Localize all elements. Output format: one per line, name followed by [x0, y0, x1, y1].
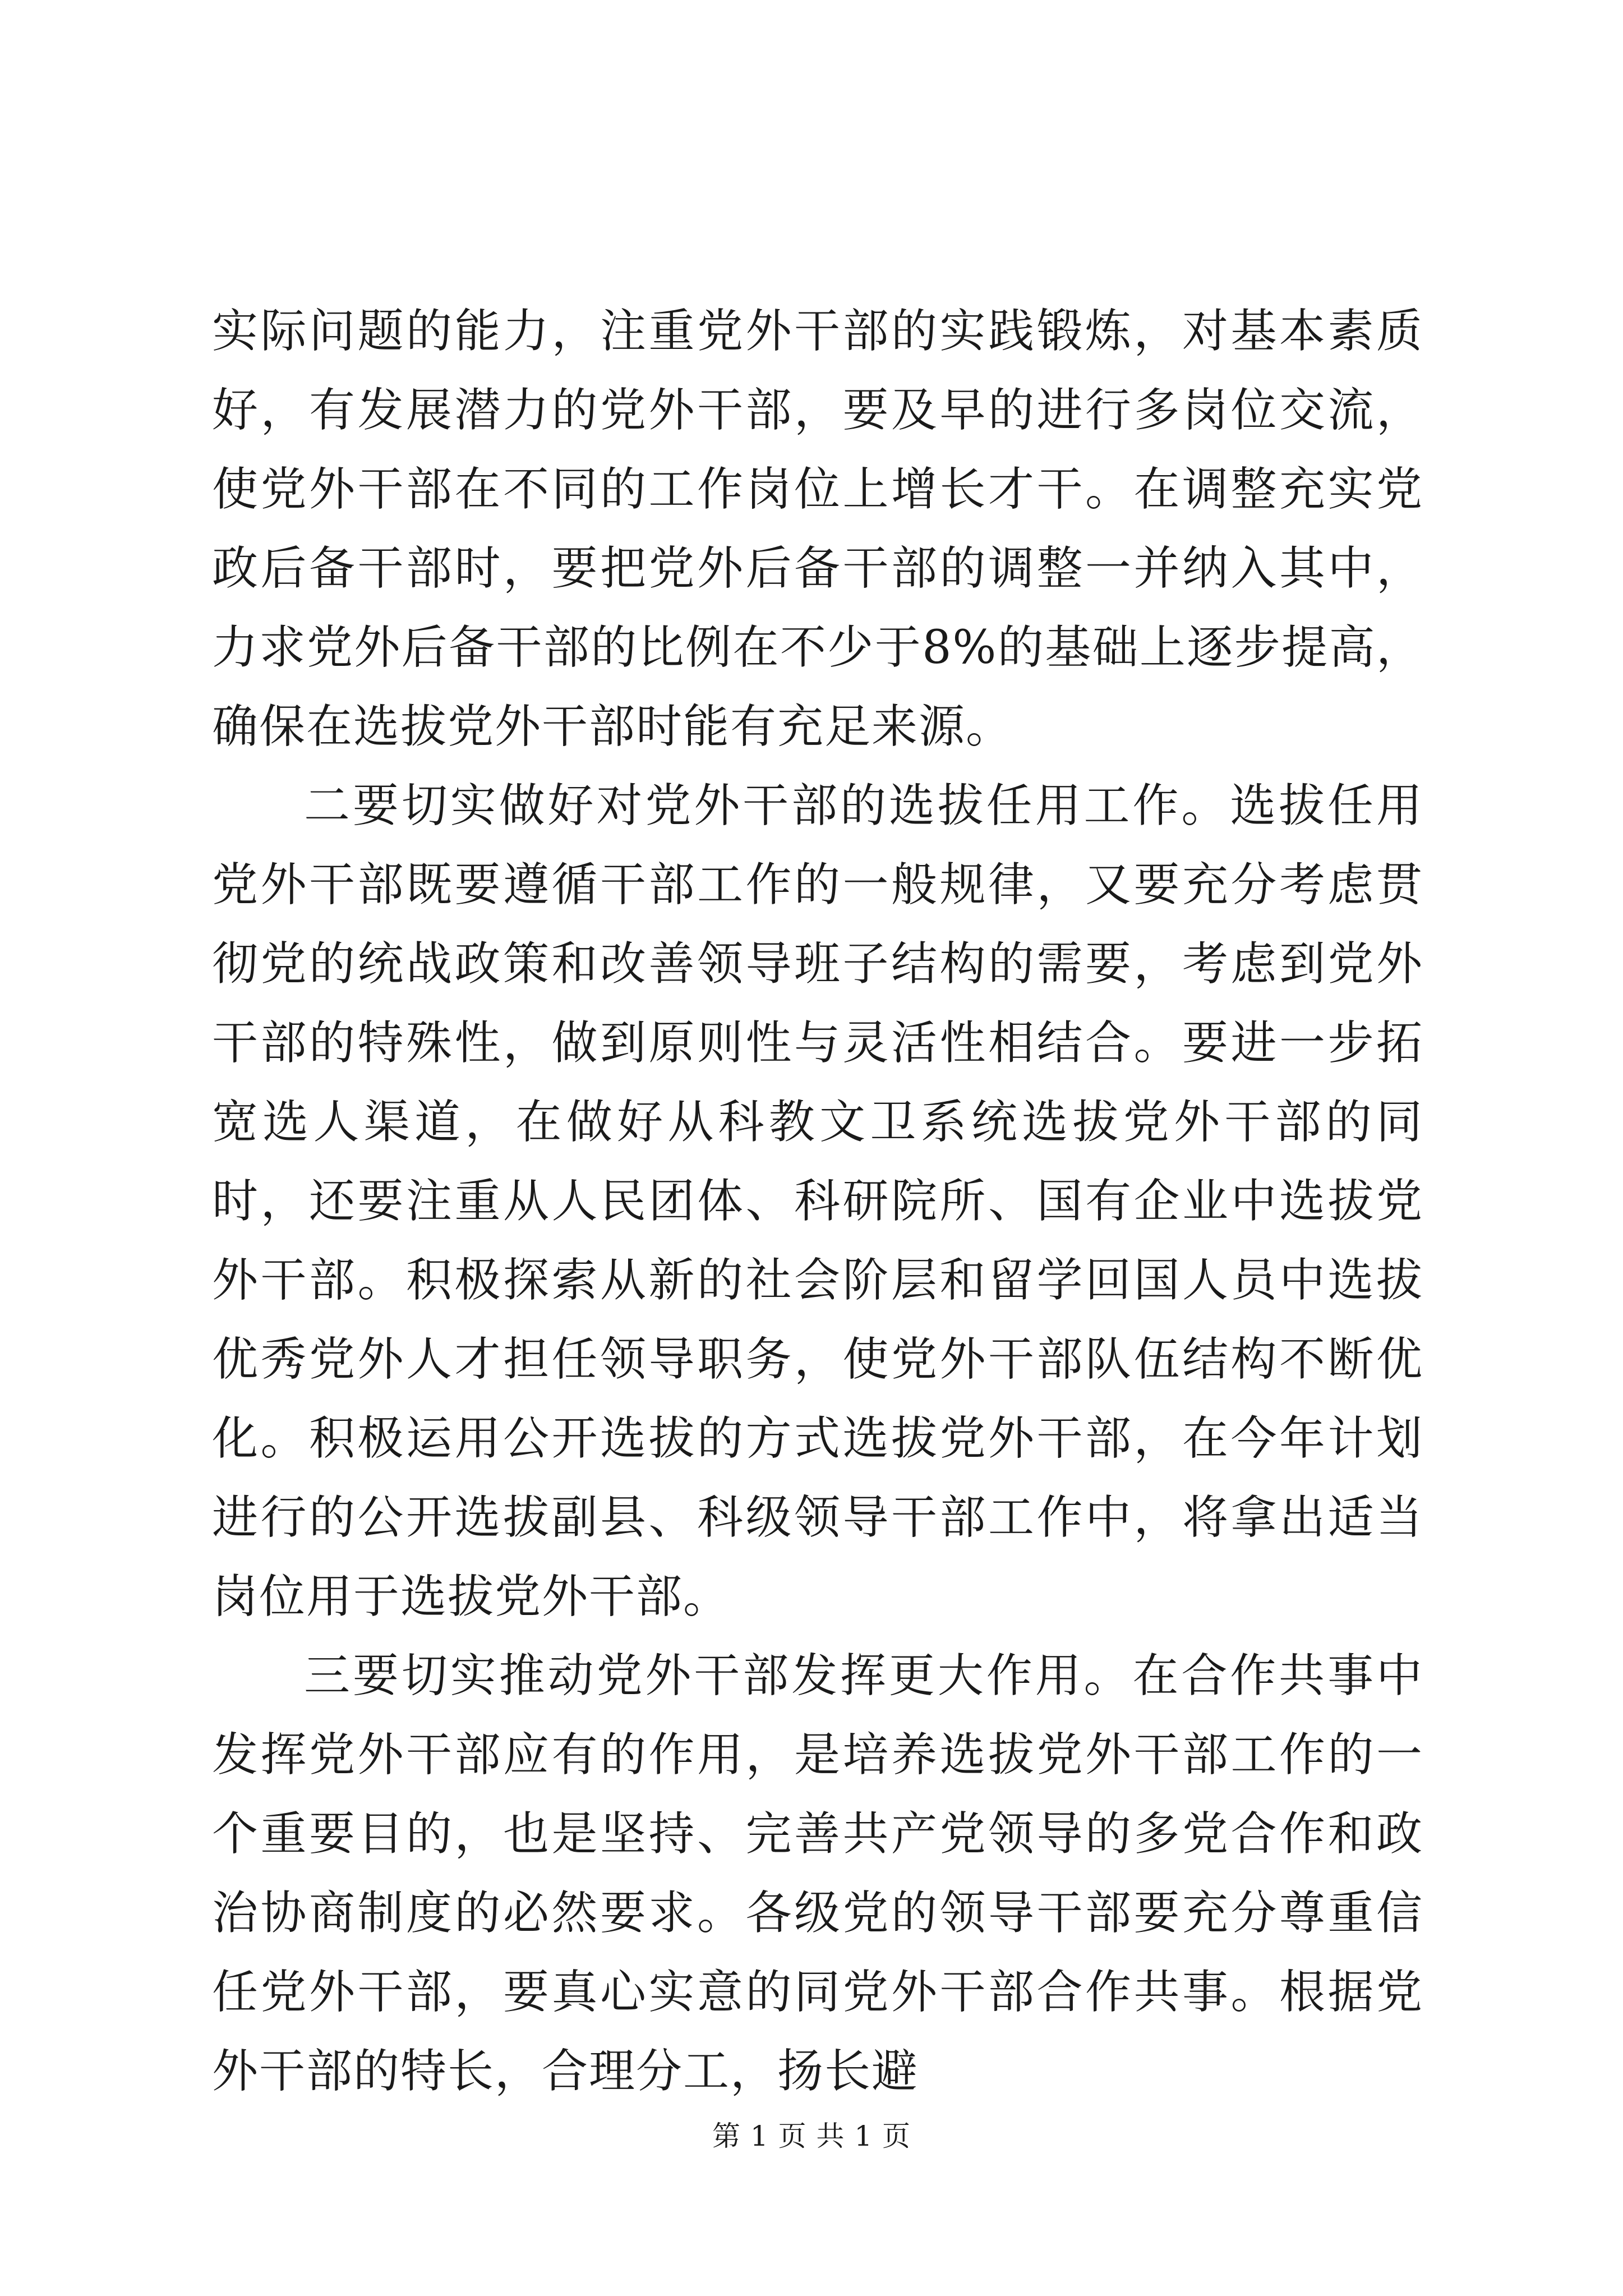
paragraph-1: 实际问题的能力，注重党外干部的实践锻炼，对基本素质好，有发展潜力的党外干部，要及早的进行多岗位交流，使党外干部在不同的工作岗位上增长才干。在调整充实党政后备干部时，要把党外后备干部的调整一并纳入其中，力求党外后备干部的比例在不少于8%的基础上逐步提高，确保在选拔党外干部时能有充足来源。: [212, 305, 1423, 753]
document-body: [212, 292, 1423, 2111]
paragraph-2: 二要切实做好对党外干部的选拔任用工作。选拔任用党外干部既要遵循干部工作的一般规律，又要充分考虑贯彻党的统战政策和改善领导班子结构的需要，考虑到党外干部的特殊性，做到原则性与灵活性相结合。要进一步拓宽选人渠道，在做好从科教文卫系统选拔党外干部的同时，还要注重从人民团体、科研院所、国有企业中选拔党外干部。积极探索从新的社会阶层和留学回国人员中选拔优秀党外人才担任领导职务，使党外干部队伍结构不断优化。积极运用公开选拔的方式选拔党外干部，在今年计划进行的公开选拔副县、科级领导干部工作中，将拿出适当岗位用于选拔党外干部。: [212, 779, 1423, 1623]
page-footer: 第 1 页 共 1 页: [712, 2120, 911, 2152]
paragraph-3: 三要切实推动党外干部发挥更大作用。在合作共事中发挥党外干部应有的作用，是培养选拔党外干部工作的一个重要目的，也是坚持、完善共产党领导的多党合作和政治协商制度的必然要求。各级党的领导干部要充分尊重信任党外干部，要真心实意的同党外干部合作共事。根据党外干部的特长，合理分工，扬长避: [212, 1649, 1423, 2098]
